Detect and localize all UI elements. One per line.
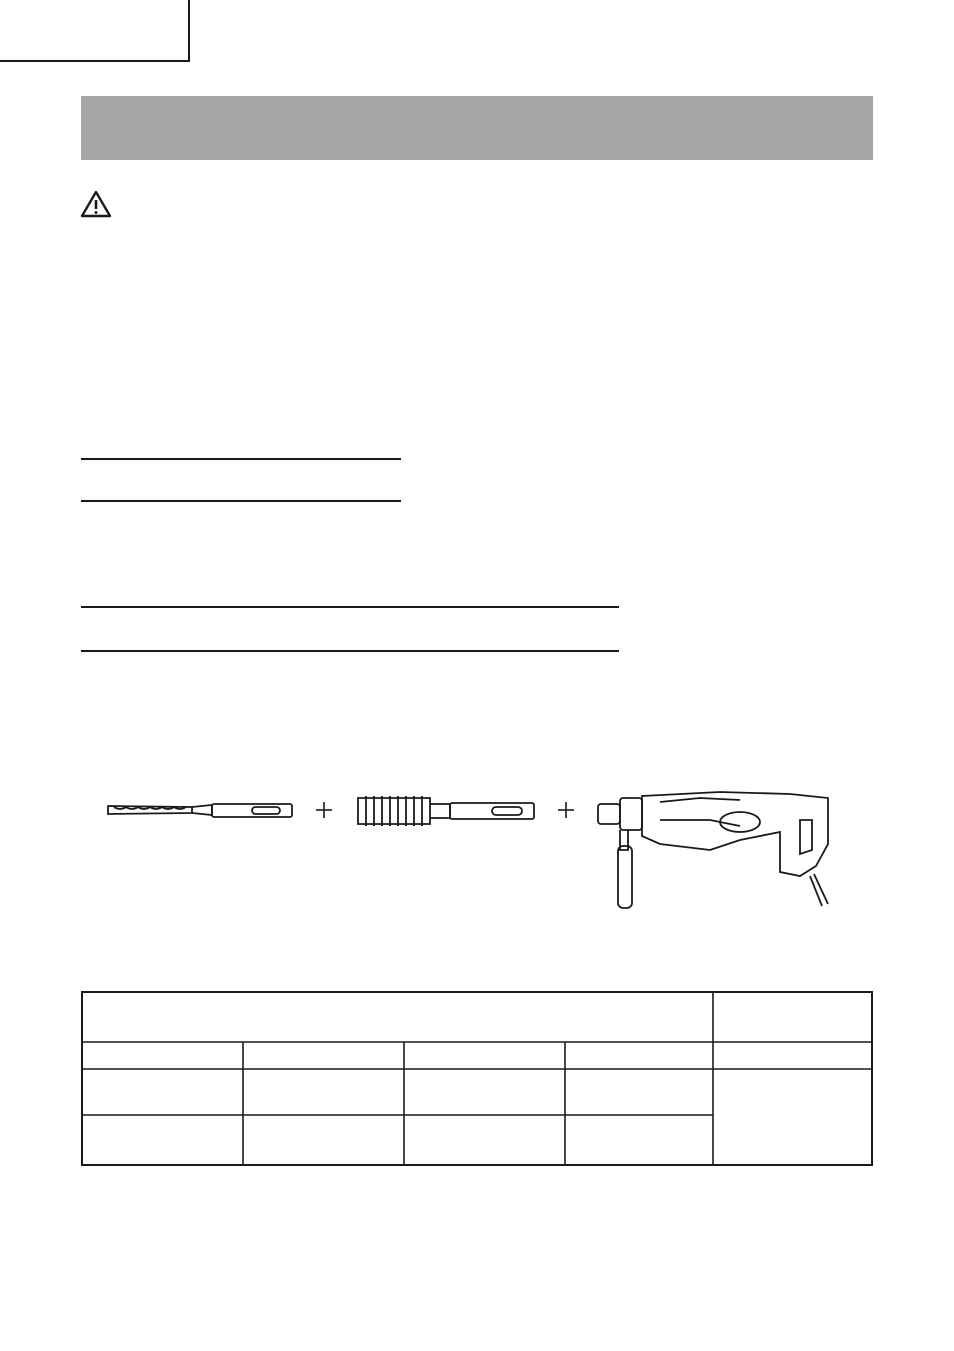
table-grid <box>81 991 873 1166</box>
warning-icon <box>80 190 112 218</box>
plus-icon <box>558 802 574 818</box>
rotary-hammer-icon <box>598 792 828 908</box>
underline-rule-4 <box>81 650 619 652</box>
underline-rule-3 <box>81 606 619 608</box>
section-title-bar <box>81 96 873 160</box>
accessory-figure <box>100 780 840 920</box>
underline-rule-2 <box>81 500 401 502</box>
plus-icon <box>316 802 332 818</box>
page-corner-tab <box>0 0 190 62</box>
underline-rule-1 <box>81 458 401 460</box>
drill-bit-icon <box>108 804 292 817</box>
spec-table <box>81 991 873 1166</box>
cushion-adapter-icon <box>358 796 534 826</box>
